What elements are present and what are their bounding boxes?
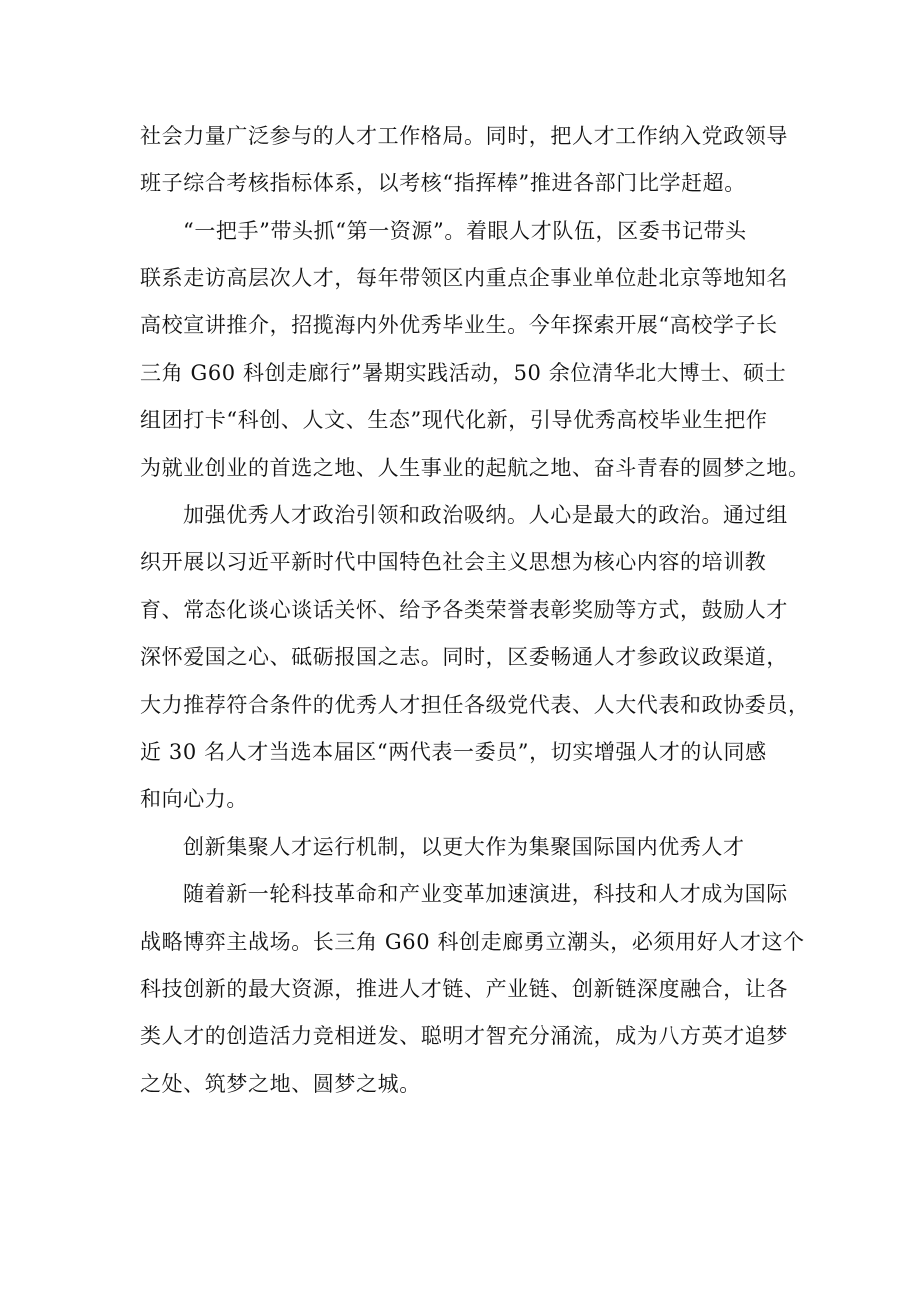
text-line: 社会力量广泛参与的人才工作格局。同时，把人才工作纳入党政领导 (140, 124, 788, 148)
text-line: 大力推荐符合条件的优秀人才担任各级党代表、人大代表和政协委员， (140, 693, 810, 717)
text-line: 高校宣讲推介，招揽海内外优秀毕业生。今年探索开展“高校学子长 (140, 313, 778, 337)
text-line: 类人才的创造活力竞相迸发、聪明才智充分涌流，成为八方英才追梦 (140, 1024, 788, 1048)
text-line: 加强优秀人才政治引领和政治吸纳。人心是最大的政治。通过组 (183, 503, 788, 527)
section-heading: 创新集聚人才运行机制，以更大作为集聚国际国内优秀人才 (183, 835, 745, 859)
text-line: 和向心力。 (140, 787, 248, 811)
text-line: 随着新一轮科技革命和产业变革加速演进，科技和人才成为国际 (183, 882, 788, 906)
text-line: 为就业创业的首选之地、人生事业的起航之地、奋斗青春的圆梦之地。 (140, 456, 810, 480)
text-line: 组团打卡“科创、人文、生态”现代化新，引导优秀高校毕业生把作 (140, 408, 768, 432)
text-line: 之处、筑梦之地、圆梦之城。 (140, 1072, 421, 1096)
text-line: 班子综合考核指标体系，以考核“指挥棒”推进各部门比学赶超。 (140, 171, 746, 195)
text-line: 近 30 名人才当选本届区“两代表一委员”，切实增强人才的认同感 (140, 740, 767, 764)
text-line: 三角 G60 科创走廊行”暑期实践活动，50 余位清华北大博士、硕士 (140, 361, 787, 385)
text-line: “一把手”带头抓“第一资源”。着眼人才队伍，区委书记带头 (183, 219, 747, 243)
text-line: 联系走访高层次人才，每年带领区内重点企事业单位赴北京等地知名 (140, 266, 788, 290)
text-line: 战略博弈主战场。长三角 G60 科创走廊勇立潮头，必须用好人才这个 (140, 930, 805, 954)
text-line: 织开展以习近平新时代中国特色社会主义思想为核心内容的培训教 (140, 550, 767, 574)
text-line: 深怀爱国之心、砥砺报国之志。同时，区委畅通人才参政议政渠道， (140, 645, 788, 669)
text-line: 科技创新的最大资源，推进人才链、产业链、创新链深度融合，让各 (140, 977, 788, 1001)
text-line: 育、常态化谈心谈话关怀、给予各类荣誉表彰奖励等方式，鼓励人才 (140, 598, 788, 622)
